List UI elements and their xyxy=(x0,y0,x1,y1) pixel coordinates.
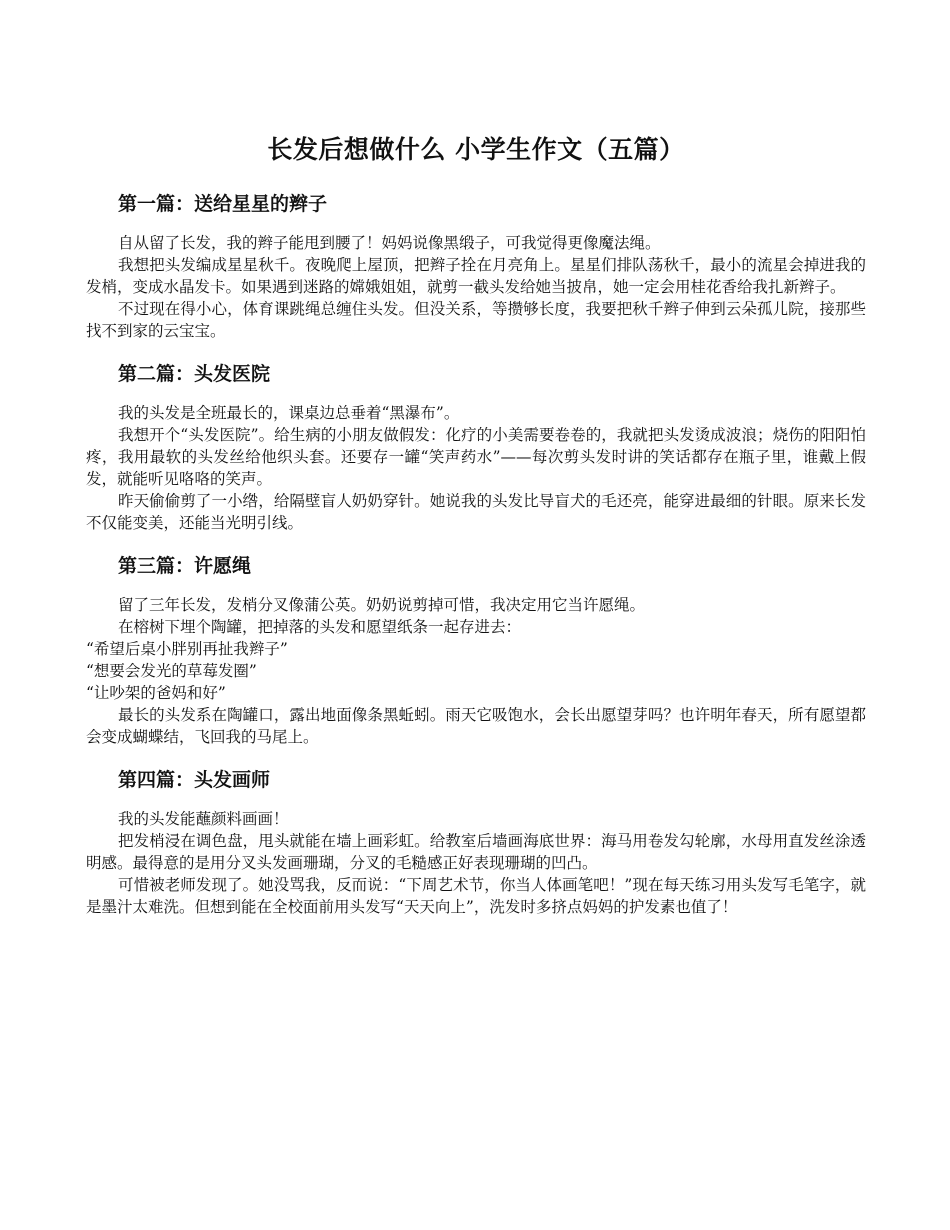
paragraph: 留了三年长发，发梢分叉像蒲公英。奶奶说剪掉可惜，我决定用它当许愿绳。 xyxy=(118,596,646,614)
paragraph: 在榕树下埋个陶罐，把掉落的头发和愿望纸条一起存进去： xyxy=(118,618,522,636)
essay-section-2 xyxy=(86,360,866,534)
page-title: 长发后想做什么 小学生作文（五篇） xyxy=(267,135,685,164)
section-heading: 第二篇：头发医院 xyxy=(118,363,271,385)
paragraph: 我想开个“头发医院”。给生病的小朋友做假发：化疗的小美需要卷卷的，我就把头发烫成波浪；烧伤的阳阳怕疼，我用最软的头发丝给他织头套。还要存一罐“笑声药水”——每次剪头发时讲的笑话都存在瓶子里，谁戴上假发，就能听见咯咯的笑声。 xyxy=(86,426,866,488)
paragraph: 可惜被老师发现了。她没骂我，反而说：“下周艺术节，你当人体画笔吧！”现在每天练习用头发写毛笔字，就是墨汁太难洗。但想到能在全校面前用头发写“天天向上”，洗发时多挤点妈妈的护发素也值了！ xyxy=(86,876,866,916)
quote-line: “想要会发光的草莓发圈” xyxy=(86,662,257,680)
section-heading: 第四篇：头发画师 xyxy=(118,769,271,791)
paragraph: 最长的头发系在陶罐口，露出地面像条黑蚯蚓。雨天它吸饱水，会长出愿望芽吗？也许明年春天，所有愿望都会变成蝴蝶结，飞回我的马尾上。 xyxy=(86,706,866,746)
paragraph: 我的头发能蘸颜料画画！ xyxy=(118,810,289,828)
paragraph: 我想把头发编成星星秋千。夜晚爬上屋顶，把辫子拴在月亮角上。星星们排队荡秋千，最小的流星会掉进我的发梢，变成水晶发卡。如果遇到迷路的嫦娥姐姐，就剪一截头发给她当披帛，她一定会用桂花香给我扎新辫子。 xyxy=(86,256,866,296)
paragraph: 把发梢浸在调色盘，甩头就能在墙上画彩虹。给教室后墙画海底世界：海马用卷发勾轮廓，水母用直发丝涂透明感。最得意的是用分叉头发画珊瑚，分叉的毛糙感正好表现珊瑚的凹凸。 xyxy=(86,832,866,872)
section-heading: 第三篇：许愿绳 xyxy=(118,555,252,577)
paragraph: 自从留了长发，我的辫子能甩到腰了！妈妈说像黑缎子，可我觉得更像魔法绳。 xyxy=(118,234,661,252)
paragraph: 昨天偷偷剪了一小绺，给隔壁盲人奶奶穿针。她说我的头发比导盲犬的毛还亮，能穿进最细的针眼。原来长发不仅能变美，还能当光明引线。 xyxy=(86,492,866,532)
quote-line: “让吵架的爸妈和好” xyxy=(86,684,226,702)
essay-section-3 xyxy=(86,552,866,748)
essay-section-1 xyxy=(86,190,866,342)
paragraph: 不过现在得小心，体育课跳绳总缠住头发。但没关系，等攒够长度，我要把秋千辫子伸到云朵孤儿院，接那些找不到家的云宝宝。 xyxy=(86,300,866,340)
quote-line: “希望后桌小胖别再扯我辫子” xyxy=(86,640,288,658)
section-heading: 第一篇：送给星星的辫子 xyxy=(118,193,328,215)
paragraph: 我的头发是全班最长的，课桌边总垂着“黑瀑布”。 xyxy=(118,404,460,422)
essay-section-4 xyxy=(86,766,866,918)
